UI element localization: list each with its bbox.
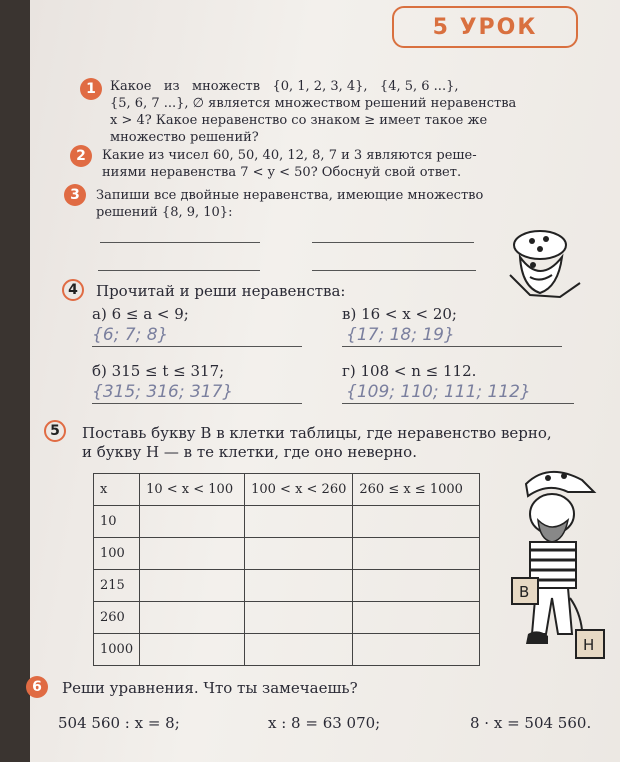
task-1-line-4: множество решений? xyxy=(110,130,259,145)
answer-cell[interactable] xyxy=(245,506,353,538)
task-4v-label: в) 16 < x < 20; xyxy=(342,305,457,323)
equation-1: 504 560 : x = 8; xyxy=(58,714,180,732)
task-2-line-1: Какие из чисел 60, 50, 40, 12, 8, 7 и 3 являются реше- xyxy=(102,148,477,163)
task-4b-answer: {315; 316; 317} xyxy=(92,382,234,402)
task-6-title: Реши уравнения. Что ты замечаешь? xyxy=(62,679,358,697)
task-2-line-2: ниями неравенства 7 < y < 50? Обоснуй свой ответ. xyxy=(102,165,462,180)
answer-line xyxy=(100,242,260,243)
answer-cell[interactable] xyxy=(245,602,353,634)
task-4g-answer: {109; 110; 111; 112} xyxy=(346,382,531,402)
task-5-number: 5 xyxy=(44,420,66,442)
row-value: 215 xyxy=(94,570,140,602)
table-header-row xyxy=(94,474,480,506)
table-header-col-1: 10 < x < 100 xyxy=(140,474,245,506)
answer-line xyxy=(312,270,476,271)
row-value: 10 xyxy=(94,506,140,538)
answer-cell[interactable] xyxy=(353,602,480,634)
answer-cell[interactable] xyxy=(140,602,245,634)
pirate-sign-v: В xyxy=(519,583,530,601)
table-row xyxy=(94,570,480,602)
task-3-line-1: Запиши все двойные неравенства, имеющие множество xyxy=(96,188,484,203)
task-4a-label: а) 6 ≤ a < 9; xyxy=(92,305,189,323)
table-row xyxy=(94,634,480,666)
task-4-title: Прочитай и реши неравенства: xyxy=(96,282,346,300)
answer-line xyxy=(312,242,474,243)
answer-cell[interactable] xyxy=(353,506,480,538)
task-4-number: 4 xyxy=(62,279,84,301)
inequality-table xyxy=(93,473,480,666)
answer-cell[interactable] xyxy=(140,570,245,602)
row-value: 260 xyxy=(94,602,140,634)
pirate-figure-illustration xyxy=(498,462,613,667)
task-6-number: 6 xyxy=(26,676,48,698)
answer-cell[interactable] xyxy=(353,538,480,570)
table-row xyxy=(94,538,480,570)
answer-cell[interactable] xyxy=(245,570,353,602)
task-3-number: 3 xyxy=(64,184,86,206)
task-4b-label: б) 315 ≤ t ≤ 317; xyxy=(92,362,225,380)
task-2-number: 2 xyxy=(70,145,92,167)
task-4a-answer: {6; 7; 8} xyxy=(92,325,169,345)
answer-cell[interactable] xyxy=(140,506,245,538)
answer-cell[interactable] xyxy=(140,538,245,570)
lesson-title: 5 УРОК xyxy=(432,14,538,40)
answer-line xyxy=(92,403,302,404)
pirate-sign-n: Н xyxy=(583,636,595,654)
answer-cell[interactable] xyxy=(353,634,480,666)
task-1-number: 1 xyxy=(80,78,102,100)
pirate-head-illustration xyxy=(500,225,585,300)
row-value: 100 xyxy=(94,538,140,570)
lesson-header xyxy=(392,6,578,48)
answer-line xyxy=(92,346,302,347)
row-value: 1000 xyxy=(94,634,140,666)
answer-line xyxy=(98,270,260,271)
task-1-line-1: Какое из множеств {0, 1, 2, 3, 4}, {4, 5, 6 ...}, xyxy=(110,79,459,94)
answer-line xyxy=(342,403,574,404)
equation-2: x : 8 = 63 070; xyxy=(268,714,381,732)
table-header-x: x xyxy=(94,474,140,506)
task-4g-label: г) 108 < n ≤ 112. xyxy=(342,362,477,380)
answer-cell[interactable] xyxy=(353,570,480,602)
equation-3: 8 · x = 504 560. xyxy=(470,714,592,732)
table-row xyxy=(94,602,480,634)
answer-cell[interactable] xyxy=(140,634,245,666)
table-row xyxy=(94,506,480,538)
task-1-line-2: {5, 6, 7 ...}, ∅ является множеством решений неравенства xyxy=(110,96,517,111)
task-3-line-2: решений {8, 9, 10}: xyxy=(96,205,233,220)
task-5-line-2: и букву Н — в те клетки, где оно неверно. xyxy=(82,443,417,461)
answer-line xyxy=(342,346,562,347)
task-4v-answer: {17; 18; 19} xyxy=(346,325,455,345)
task-1-line-3: x > 4? Какое неравенство со знаком ≥ имеет такое же xyxy=(110,113,488,128)
table-header-col-3: 260 ≤ x ≤ 1000 xyxy=(353,474,480,506)
task-5-line-1: Поставь букву В в клетки таблицы, где неравенство верно, xyxy=(82,424,552,442)
table-header-col-2: 100 < x < 260 xyxy=(245,474,353,506)
answer-cell[interactable] xyxy=(245,538,353,570)
answer-cell[interactable] xyxy=(245,634,353,666)
